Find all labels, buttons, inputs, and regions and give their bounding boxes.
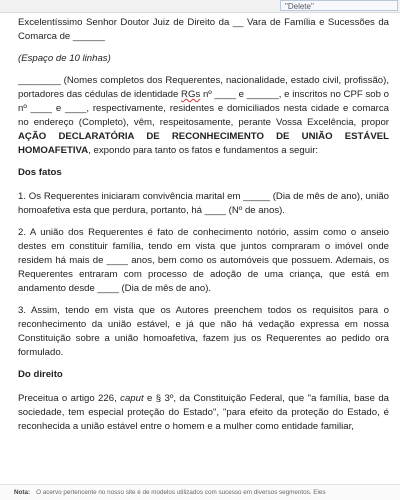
footer-note: [0, 484, 400, 500]
fact-1: 1. Os Requerentes iniciaram convivência marital em _____ (Dia de mês de ano), união homoafetiva esta que perdura, portanto, há ____ (Nº de anos).: [18, 191, 389, 216]
footer-note-label: Nota:: [14, 489, 31, 496]
parties-text-a: ________ (Nomes completos dos Requerentes, nacionalidade, estado civil, profissão), portadores das cédulas de identidade: [18, 75, 389, 100]
law-text-a: Preceitua o artigo 226,: [18, 393, 121, 404]
law-text-b: e § 3º, da Constituição Federal, que "a família, base da sociedade, tem especial proteção do Estado", "para efeito da proteção do Estado, é reconhecida a união estável entre o homem e a mulher como entidade familiar,: [18, 393, 389, 432]
delete-field[interactable]: "Delete": [280, 0, 398, 11]
document-body: [0, 16, 400, 482]
fact-3: 3. Assim, tendo em vista que os Autores preenchem todos os requisitos para o reconhecimento da união estável, e já que não há vedação expressa em nossa Constituição sobre a união homoafetiva, fazem jus os Requerentes ao pedido ora formulado.: [18, 305, 389, 358]
top-toolbar: [0, 0, 400, 13]
footer-note-text: O acervo pertencente no nosso site é de modelos utilizados com sucesso em diversos segmentos. Eles: [36, 489, 326, 496]
caput-word: caput: [120, 393, 144, 404]
section-heading-fatos: Dos fatos: [18, 167, 62, 178]
parties-text-b: nº ____ e ______, e inscritos no CPF sob o nº ____ e ____, respectivamente, residentes e domiciliados nesta cidade e comarca no endereço (Completo), vêm, respeitosamente, perante Vossa Excelência, propor: [18, 89, 389, 128]
law-paragraph: [18, 392, 389, 434]
section-heading-direito: Do direito: [18, 369, 63, 380]
parties-text-c: , expondo para tanto os fatos e fundamentos a seguir:: [88, 145, 319, 156]
court-address: Excelentíssimo Senhor Doutor Juiz de Direito da __ Vara de Família e Sucessões da Comarca de ______: [18, 17, 389, 42]
fact-2: 2. A união dos Requerentes é fato de conhecimento notório, assim como o anseio destes em constituir família, tendo em vista que juntos compraram o imóvel onde residem há mais de ____ anos, bem como os automóveis que possuem. Ademais, os Requerentes entraram com processo de adoção de uma criança, que está em andamento desde ____ (Dia de mês de ano).: [18, 227, 389, 294]
spacing-note: (Espaço de 10 linhas): [18, 53, 111, 64]
rgs-spellcheck-word: RGs: [181, 89, 201, 100]
action-title: AÇÃO DECLARATÓRIA DE RECONHECIMENTO DE UNIÃO ESTÁVEL HOMOAFETIVA: [18, 131, 389, 156]
parties-paragraph: [18, 74, 389, 158]
